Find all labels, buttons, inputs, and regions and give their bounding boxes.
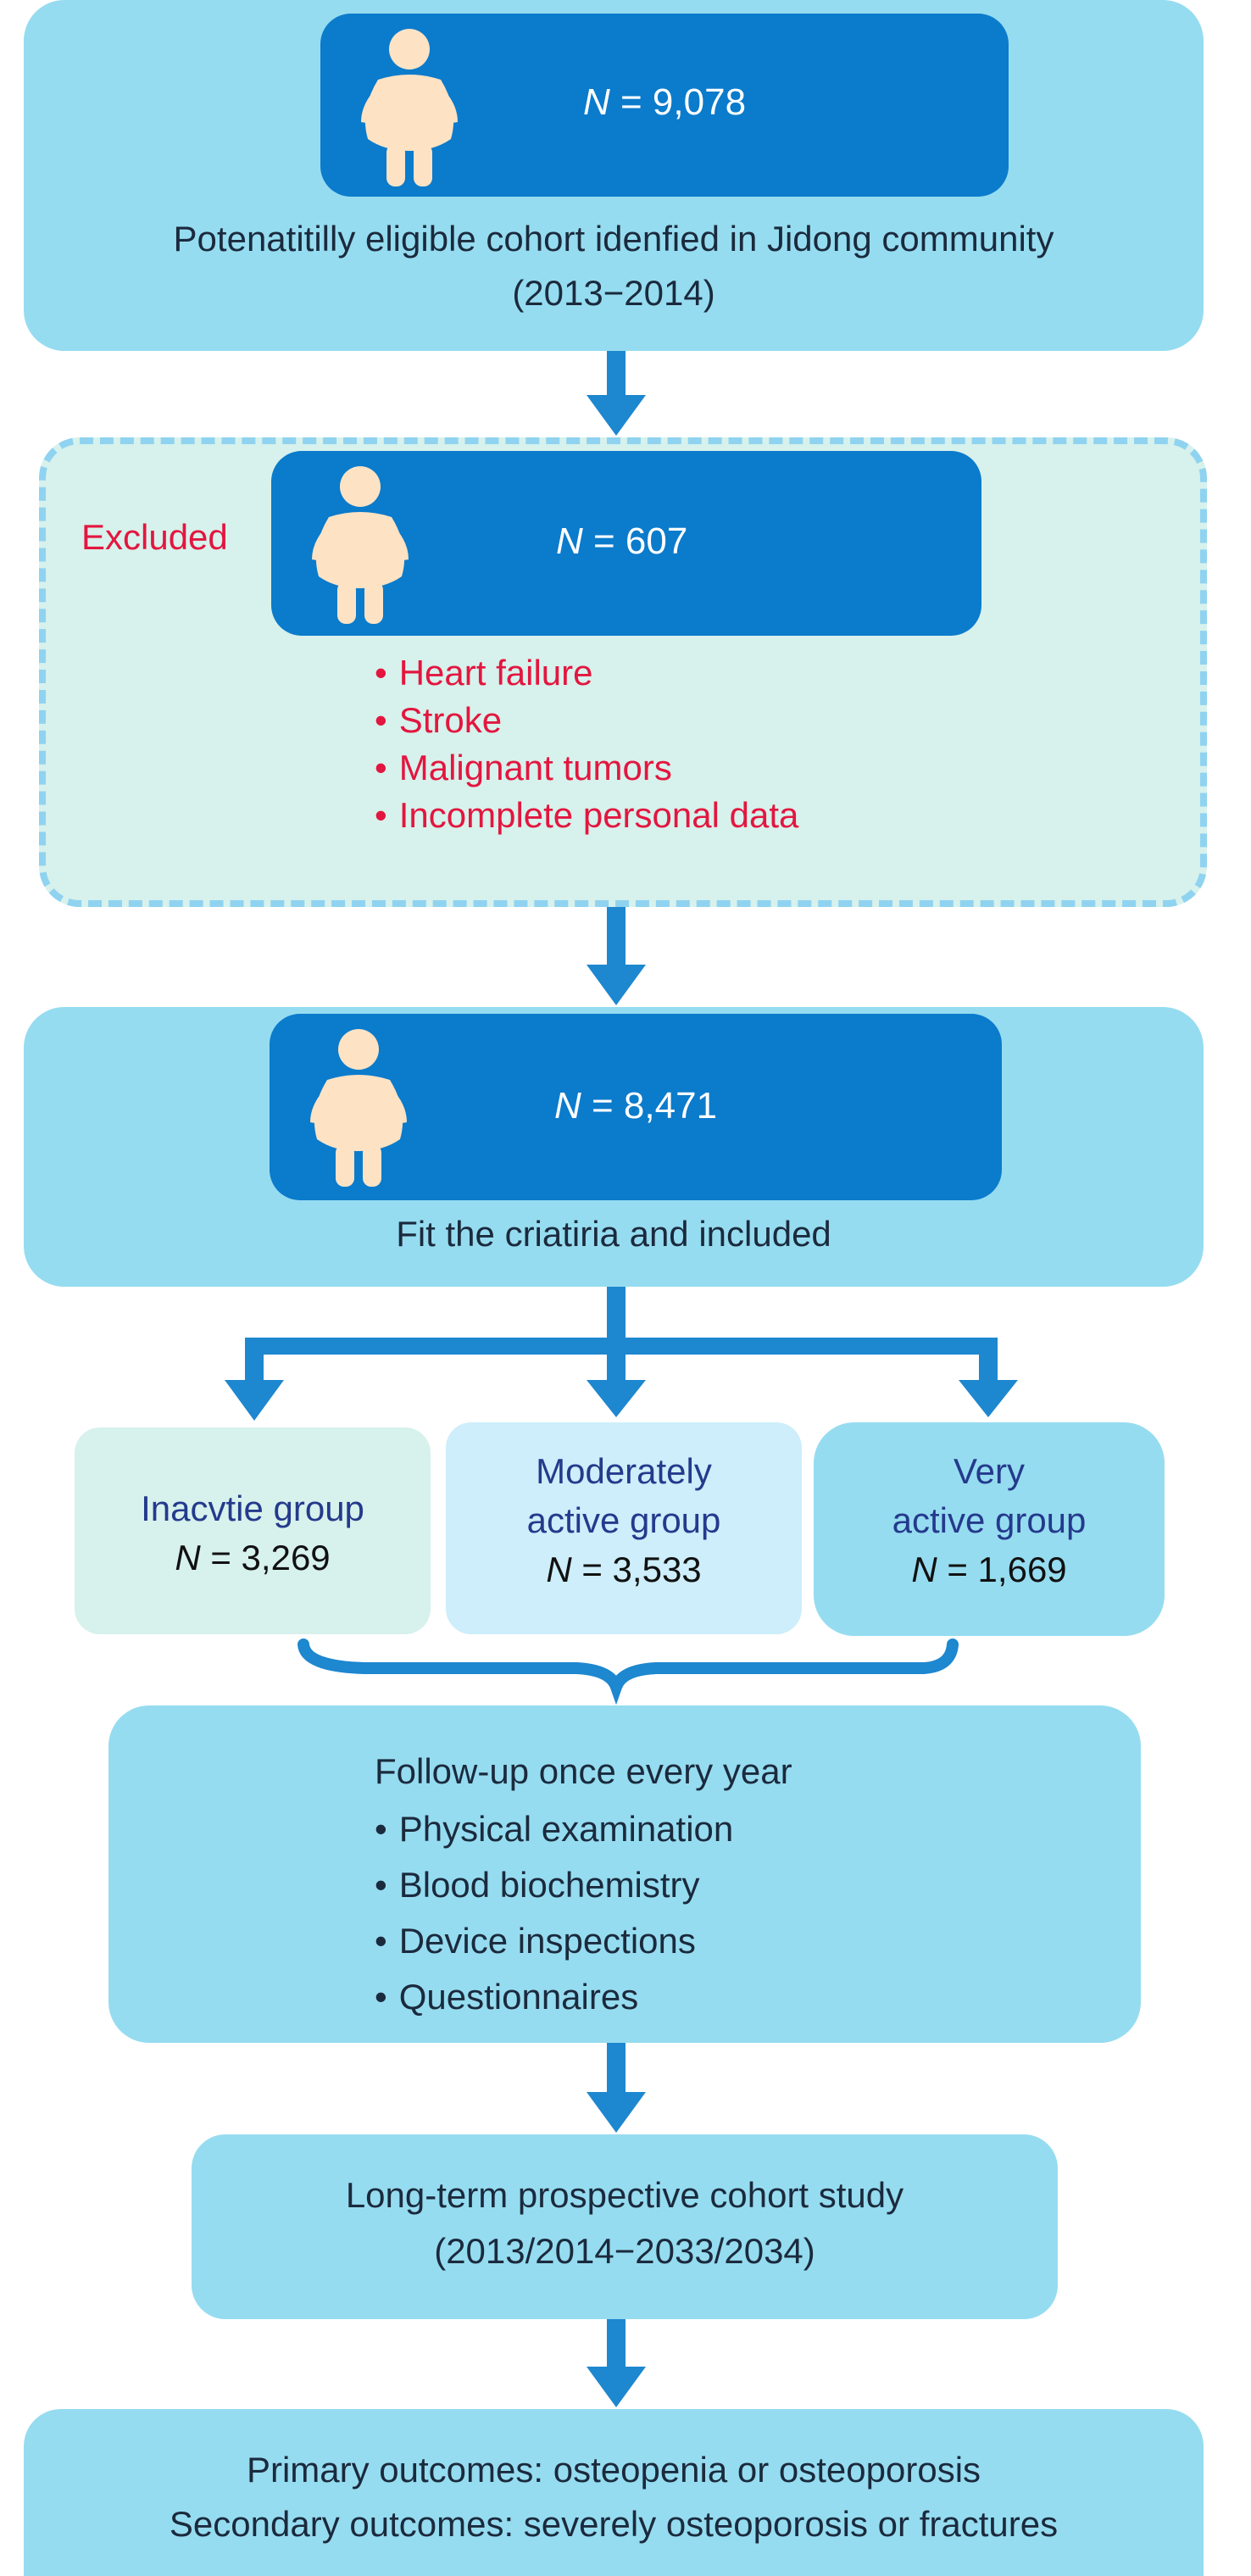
group-name: active group [892,1500,1087,1540]
group-name: Very [953,1451,1026,1491]
study-line2: (2013/2014−2033/2034) [434,2231,815,2271]
eligible-line2: (2013−2014) [512,273,715,313]
excluded-label: Excluded [81,517,228,557]
eligible-line1: Potenatitilly eligible cohort idenfied in Jidong community [173,219,1054,259]
merge-brace [303,1644,953,1687]
followup-item: • Questionnaires [375,1973,733,2021]
down-arrow [587,2043,646,2133]
included-caption: Fit the criatiria and included [396,1214,831,1254]
reason-item: • Incomplete personal data [375,792,798,839]
group-n: N = 3,269 [175,1538,331,1577]
primary-outcome: Primary outcomes: osteopenia or osteoporosis [246,2450,981,2490]
study-line1: Long-term prospective cohort study [345,2175,904,2215]
followup-item: • Blood biochemistry [375,1861,733,1909]
group-name: Inacvtie group [141,1488,364,1528]
followup-item: • Physical examination [375,1805,733,1853]
group-n: N = 1,669 [911,1549,1067,1589]
secondary-outcome: Secondary outcomes: severely osteoporosis or fractures [169,2504,1059,2544]
followup-item: • Device inspections [375,1917,733,1965]
group-name: Moderately [536,1451,712,1491]
reason-item: • Malignant tumors [375,744,798,792]
included-n: N = 8,471 [554,1085,718,1127]
down-arrow [587,2319,646,2407]
eligible-n: N = 9,078 [583,81,747,123]
reason-item: • Stroke [375,697,798,744]
followup-title: Follow-up once every year [375,1751,792,1791]
group-name: active group [526,1500,721,1540]
split-connector [225,1287,1018,1421]
down-arrow [587,351,646,436]
down-arrow [587,907,646,1005]
reason-item: • Heart failure [375,649,798,697]
group-n: N = 3,533 [546,1549,702,1589]
excluded-n: N = 607 [556,520,688,562]
